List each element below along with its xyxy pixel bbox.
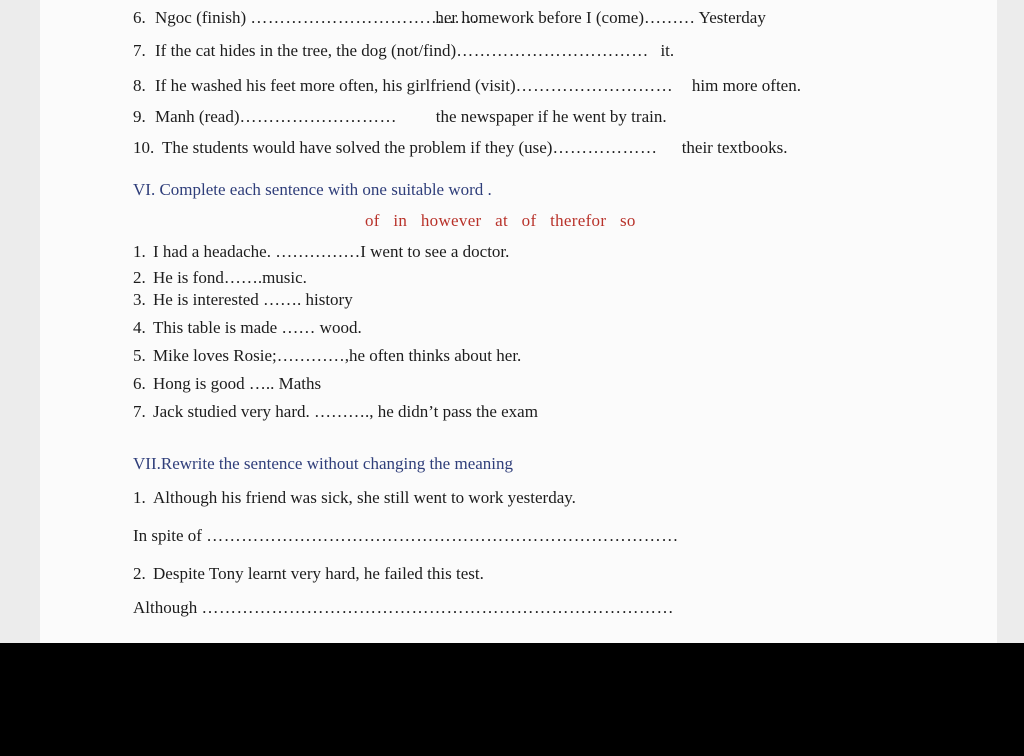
exercise-item: 1. I had a headache. ……………I went to see a doctor. bbox=[133, 242, 510, 261]
answer-blank[interactable]: ………………………………… bbox=[250, 8, 478, 27]
exercise-item: 10. The students would have solved the problem if they (use)……………… their textbooks. bbox=[133, 138, 788, 157]
answer-blank[interactable]: ……………………………………………………………………… bbox=[206, 526, 679, 545]
rewrite-line: Although ……………………………………………………………………… bbox=[133, 598, 717, 618]
word-bank: of in however at of therefor so bbox=[365, 211, 636, 230]
exercise-item: 6. Hong is good ….. Maths bbox=[133, 374, 322, 393]
exercise-item: 2. Despite Tony learnt very hard, he failed this test. bbox=[133, 564, 484, 583]
right-margin bbox=[997, 0, 1024, 643]
answer-blank[interactable]: ……………………………………………………………………… bbox=[201, 598, 674, 617]
answer-blank[interactable]: …………………………… bbox=[456, 41, 649, 60]
exercise-item: 4. This table is made …… wood. bbox=[133, 318, 362, 337]
exercise-item: 1. Although his friend was sick, she still went to work yesterday. bbox=[133, 488, 576, 507]
section-vii-heading: VII.Rewrite the sentence without changing the meaning bbox=[133, 454, 514, 473]
exercise-item: 2. He is fond…….music. bbox=[133, 268, 307, 287]
exercise-item: 9. Manh (read)……………………… the newspaper if he went by train. bbox=[133, 107, 667, 126]
black-bottom-band bbox=[0, 643, 1024, 756]
exercise-item: 7. Jack studied very hard. ………., he didn’t pass the exam bbox=[133, 402, 538, 421]
answer-blank[interactable]: ……………………… bbox=[239, 107, 397, 126]
rewrite-line: In spite of ……………………………………………………………………… bbox=[133, 526, 716, 546]
exercise-item: 8. If he washed his feet more often, his girlfriend (visit)……………………… him more often. bbox=[133, 76, 801, 95]
exercise-item: 6. Ngoc (finish) …………………………………her homework before I (come)……… Yesterday bbox=[133, 8, 766, 27]
exercise-item: 5. Mike loves Rosie;…………,he often thinks about her. bbox=[133, 346, 522, 365]
exercise-item: 7. If the cat hides in the tree, the dog (not/find)…………………………… it. bbox=[133, 41, 675, 60]
answer-blank[interactable]: ……………… bbox=[552, 138, 658, 157]
exercise-item: 3. He is interested ……. history bbox=[133, 290, 353, 309]
left-margin bbox=[0, 0, 40, 643]
section-vi-heading: VI. Complete each sentence with one suitable word . bbox=[133, 180, 492, 199]
answer-blank[interactable]: ……………………… bbox=[515, 76, 674, 95]
